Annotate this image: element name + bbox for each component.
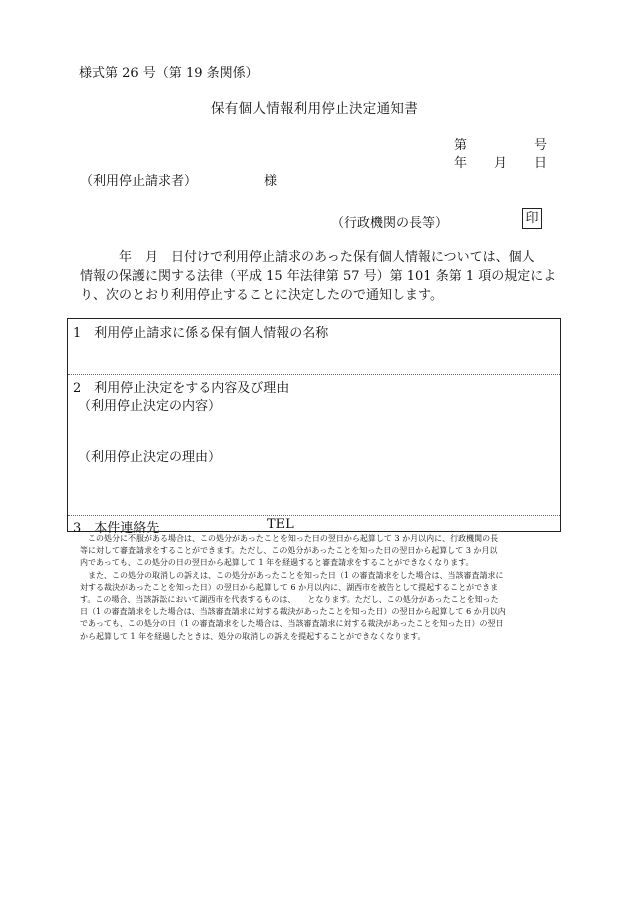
notice-line: 内であっても、この処分の日の翌日から起算して 1 年を経過すると審査請求をすることができなくなります。	[80, 558, 474, 568]
row-divider	[68, 374, 560, 375]
seal-mark: 印	[522, 208, 542, 229]
requester-label: （利用停止請求者）	[80, 174, 198, 189]
body-line: り、次のとおり利用停止することに決定したので通知します。	[80, 288, 443, 303]
number-suffix: 号	[534, 138, 548, 153]
notice-line: であっても、この処分の日（1 の審査請求をした場合は、当該審査請求に対する裁決があったことを知った日）の翌日	[80, 619, 504, 629]
notice-line: 日（1 の審査請求をした場合は、当該審査請求に対する裁決があったことを知った日）の翌日から起算して 6 か月以内	[80, 607, 506, 617]
document-title: 保有個人情報利用停止決定通知書	[211, 101, 418, 117]
number-prefix: 第	[454, 138, 468, 153]
row-item-name-label: 1 利用停止請求に係る保有個人情報の名称	[73, 326, 329, 341]
contact-tel-label: TEL	[267, 517, 294, 532]
honorific-label: 様	[264, 174, 278, 189]
body-line: 情報の保護に関する法律（平成 15 年法律第 57 号）第 101 条第 1 項の規定によ	[80, 269, 557, 284]
notice-line: この処分に不服がある場合は、この処分があったことを知った日の翌日から起算して 3 か月以内に、行政機関の長	[80, 534, 499, 543]
notice-line: また、この処分の取消しの訴えは、この処分があったことを知った日（1 の審査請求をした場合は、当該審査請求に	[80, 570, 504, 580]
notice-line: す。この場合、当該訴訟において湖西市を代表するものは、 となります。ただし、この処分があったことを知った	[80, 595, 499, 605]
notice-line: 対する裁決があったことを知った日）の翌日から起算して 6 か月以内に、湖西市を被告として提起することができま	[80, 582, 499, 592]
date-day-label: 日	[534, 156, 548, 171]
appeal-notice	[80, 533, 550, 643]
body-line: 年 月 日付けで利用停止請求のあった保有個人情報については、個人	[80, 250, 535, 265]
date-month-label: 月	[494, 156, 508, 171]
notification-body	[80, 248, 557, 305]
row-decision-label: 2 利用停止決定をする内容及び理由	[73, 381, 290, 396]
notice-line: 等に対して審査請求をすることができます。ただし、この処分があったことを知った日の翌日から起算して 3 か月以	[80, 546, 498, 556]
agency-head-label: （行政機関の長等）	[331, 216, 449, 231]
contact-label: 3 本件連絡先	[73, 521, 160, 536]
decision-content-label: （利用停止決定の内容）	[78, 399, 222, 414]
row-divider	[68, 515, 560, 516]
decision-table	[67, 318, 561, 536]
decision-reason-label: （利用停止決定の理由）	[78, 450, 222, 465]
notice-line: から起算して 1 年を経過したときは、処分の取消しの訴えを提起することができなくなります。	[80, 631, 426, 641]
date-year-label: 年	[454, 156, 468, 171]
form-number: 様式第 26 号（第 19 条関係）	[79, 66, 259, 81]
